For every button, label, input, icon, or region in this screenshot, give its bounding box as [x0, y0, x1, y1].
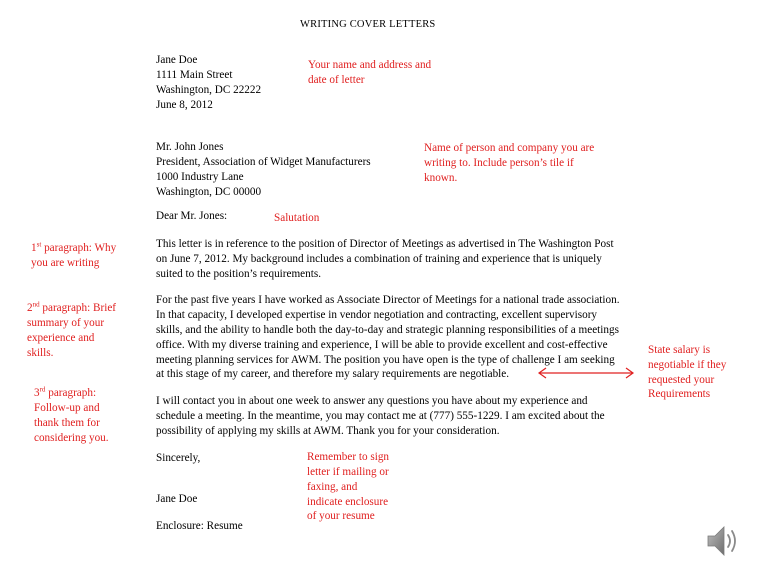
- signature-name: Jane Doe: [156, 493, 198, 505]
- annotation-line: [34, 386, 96, 401]
- annotation-line: letter if mailing or: [307, 466, 389, 478]
- enclosure-line: Enclosure: Resume: [156, 520, 243, 532]
- paragraph-line: suited to the position’s requirements.: [156, 268, 321, 280]
- speaker-icon[interactable]: [705, 522, 741, 560]
- paragraph-line: on June 7, 2012. My background includes a combination of training and experience that is uniquely: [156, 253, 602, 265]
- annotation-num: 2: [27, 302, 33, 314]
- annotation-line: Remember to sign: [307, 451, 390, 463]
- annotation-line: you are writing: [31, 257, 100, 269]
- annotation-line: negotiable if they: [648, 359, 727, 371]
- paragraph-line: possibility of applying my skills at AWM. Thank you for your consideration.: [156, 425, 500, 437]
- annotation-num: 3: [34, 387, 40, 399]
- annotation-line: requested your: [648, 374, 715, 386]
- annotation-line: faxing, and: [307, 481, 358, 493]
- annotation-line: Your name and address and: [308, 59, 432, 71]
- annotation-line: experience and: [27, 332, 95, 344]
- annotation-num: 1: [31, 242, 37, 254]
- annotation-rest: paragraph: Brief: [39, 302, 117, 314]
- paragraph-line: office. With my diverse training and experience, I will be able to provide excellent and cost-effective: [156, 339, 608, 351]
- annotation-line: thank them for: [34, 417, 100, 429]
- sender-city: Washington, DC 22222: [156, 84, 262, 96]
- recipient-name: Mr. John Jones: [156, 141, 224, 153]
- paragraph-line: For the past five years I have worked as Associate Director of Meetings for a national trade association.: [156, 294, 620, 306]
- annotation-line: considering you.: [34, 432, 109, 444]
- annotation-line: of your resume: [307, 510, 375, 522]
- paragraph-line: I will contact you in about one week to answer any questions you have about my experience and: [156, 395, 588, 407]
- annotation-line: [27, 301, 116, 316]
- annotation-salutation: Salutation: [274, 212, 320, 224]
- annotation-rest: paragraph:: [45, 387, 97, 399]
- annotation-line: known.: [424, 172, 458, 184]
- annotation-line: writing to. Include person’s tile if: [424, 157, 574, 169]
- annotation-line: Name of person and company you are: [424, 142, 595, 154]
- paragraph-line: skills, and the ability to handle both the day-to-day and strategic planning responsibilities of a meetings: [156, 324, 619, 336]
- recipient-city: Washington, DC 00000: [156, 186, 262, 198]
- annotation-line: date of letter: [308, 74, 365, 86]
- sender-street: 1111 Main Street: [156, 69, 233, 81]
- page-title: WRITING COVER LETTERS: [300, 19, 436, 30]
- annotation-line: State salary is: [648, 344, 711, 356]
- annotation-line: skills.: [27, 347, 54, 359]
- annotation-suffix: rd: [39, 385, 46, 394]
- annotation-line: [31, 241, 116, 256]
- sender-name: Jane Doe: [156, 54, 198, 66]
- paragraph-line: This letter is in reference to the position of Director of Meetings as advertised in The Washington Post: [156, 238, 614, 250]
- annotation-suffix: nd: [32, 300, 40, 309]
- double-arrow-icon: [536, 366, 636, 380]
- annotation-line: Follow-up and: [34, 402, 100, 414]
- paragraph-line: at this stage of my career, and therefore my salary requirements are negotiable.: [156, 368, 510, 380]
- paragraph-line: In that capacity, I developed expertise in vendor negotiation and contracting, excellent supervisory: [156, 309, 598, 321]
- closing: Sincerely,: [156, 452, 201, 464]
- letter-date: June 8, 2012: [156, 99, 213, 111]
- annotation-suffix: st: [36, 240, 42, 249]
- annotation-line: Requirements: [648, 388, 711, 400]
- paragraph-line: schedule a meeting. In the meantime, you may contact me at (777) 555-1229. I am excited about the: [156, 410, 605, 422]
- recipient-street: 1000 Industry Lane: [156, 171, 244, 183]
- salutation: Dear Mr. Jones:: [156, 210, 228, 222]
- annotation-line: indicate enclosure: [307, 496, 389, 508]
- annotation-line: summary of your: [27, 317, 105, 329]
- recipient-title: President, Association of Widget Manufacturers: [156, 156, 371, 168]
- annotation-rest: paragraph: Why: [41, 242, 117, 254]
- paragraph-line: meeting planning services for AWM. The position you have open is the type of challenge I am seeking: [156, 354, 615, 366]
